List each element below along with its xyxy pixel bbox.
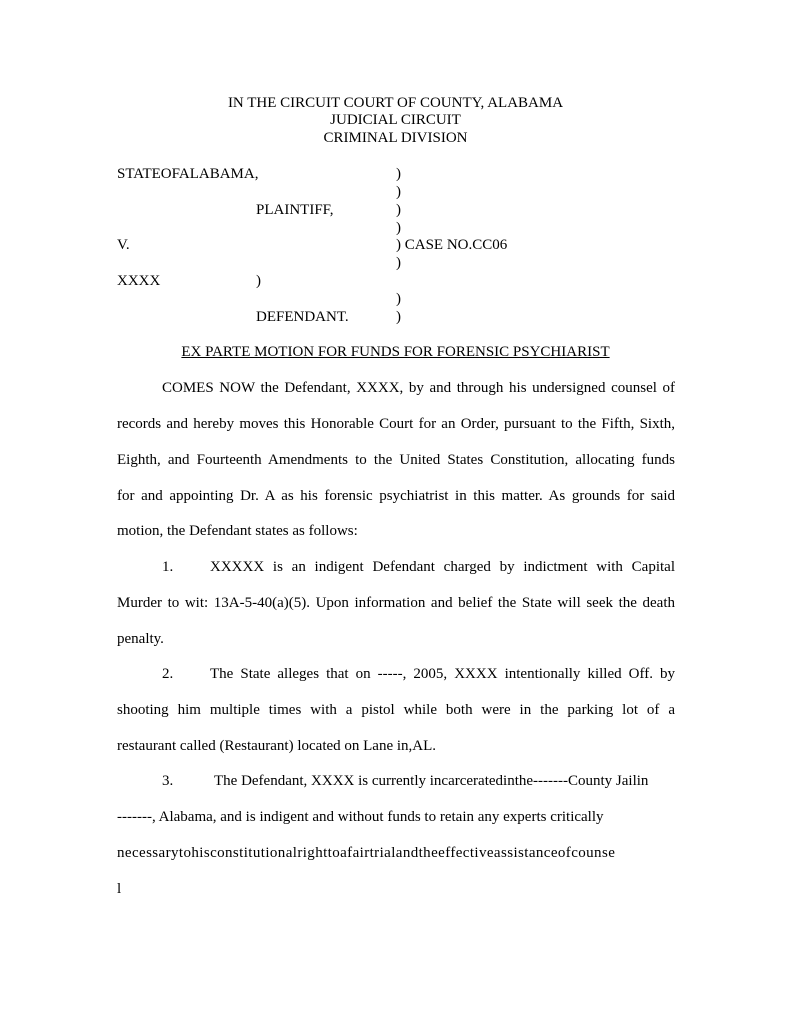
item-number: 1. [162,559,174,575]
item-line: restaurant called (Restaurant) located on Lane in,AL. [117,738,437,754]
item-line: penalty. [117,631,164,647]
intro-line: motion, the Defendant states as follows: [117,523,358,539]
item-line: necessarytohisconstitutionalrighttoafairtrialandtheeffectiveassistanceofcounse [117,845,616,861]
item-number: 2. [162,666,174,682]
plaintiff-label: PLAINTIFF, [256,202,334,218]
intro-line: for and appointing Dr. A as his forensic psychiatrist in this matter. As grounds for said [117,488,675,504]
defendant-label: DEFENDANT. [256,309,349,325]
defendant-name: XXXX [117,273,161,289]
item-number: 3. [162,773,174,789]
intro-line: records and hereby moves this Honorable Court for an Order, pursuant to the Fifth, Sixth, [117,416,675,432]
caption-paren: ) [256,273,261,289]
caption-paren: ) [396,166,401,182]
intro-line: Eighth, and Fourteenth Amendments to the United States Constitution, allocating funds [117,452,675,468]
division-heading: CRIMINAL DIVISION [323,130,468,146]
caption-paren: ) [396,255,401,271]
caption-paren: ) [396,184,401,200]
caption-paren: ) [396,291,401,307]
item-line: l [117,881,122,897]
intro-line: COMES NOW the Defendant, XXXX, by and through his undersigned counsel of [162,380,675,396]
item-line: shooting him multiple times with a pistol while both were in the parking lot of a [117,702,675,718]
item-line: The State alleges that on -----, 2005, XXXX intentionally killed Off. by [210,666,675,682]
court-heading: IN THE CIRCUIT COURT OF COUNTY, ALABAMA [227,95,564,111]
caption-paren: ) [396,220,401,236]
item-line: -------, Alabama, and is indigent and without funds to retain any experts critically [117,809,604,825]
caption-paren: ) [396,309,401,325]
item-line: Murder to wit: 13A-5-40(a)(5). Upon information and belief the State will seek the death [117,595,675,611]
case-number: ) CASE NO.CC06 [396,237,508,253]
item-line: XXXXX is an indigent Defendant charged by indictment with Capital [210,559,675,575]
motion-title: EX PARTE MOTION FOR FUNDS FOR FORENSIC PSYCHIARIST [181,344,610,360]
circuit-heading: JUDICIAL CIRCUIT [330,112,461,128]
item-line: The Defendant, XXXX is currently incarceratedinthe-------County Jailin [214,773,649,789]
caption-paren: ) [396,202,401,218]
versus: V. [117,237,130,253]
plaintiff-name: STATEOFALABAMA, [117,166,259,182]
